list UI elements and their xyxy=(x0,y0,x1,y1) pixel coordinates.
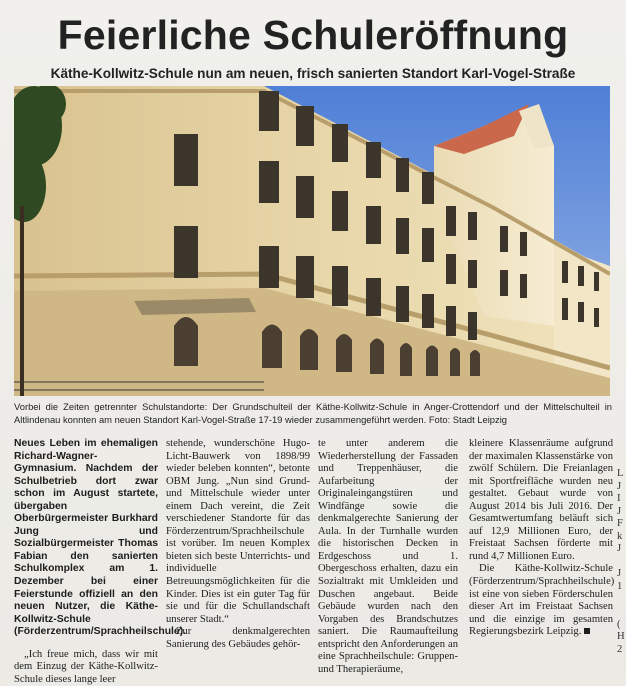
adjacent-article-edge: L J I J F k J J 1 ( H 2 xyxy=(617,468,625,655)
column-3-paragraph-1: te unter anderem die Wiederherstellung der Fassaden und Treppenhäuser, die Aufarbeitung der Originaleingangstüren und Windfänge sowie die denkmalgerechte Sanierung der Aula. In der Turnhalle wurden die historischen Decken in Erdgeschoss und 1. Obergeschoss erhalten, dazu ein Sozialtrakt mit Umkleiden und Duschen angebaut. Beide Gebäude wurden nach den Vorgaben des Brandschutzes saniert. Die Raumaufteilung entspricht den Anforderungen an eine Sprachheilschule: Gruppen- und Therapieräume, xyxy=(318,438,458,675)
end-of-article-mark xyxy=(584,628,590,634)
column-4-paragraph-2-text: Die Käthe-Kollwitz-Schule (Förderzentrum/Sprachheilschule) ist eine von sieben Förderschulen dieser Art im Freistaat Sachsen und die einzige im gesamten Regierungsbezirk Leipzig. xyxy=(469,563,615,638)
photo-caption: Vorbei die Zeiten getrennter Schulstandorte: Der Grundschulteil der Käthe-Kollwitz-Schule in Anger-Crottendorf und der Mittelschulteil in Altlindenau konnten am neuen Standort Karl-Vogel-Straße 17-19 wieder zusammengeführt werden. Foto: Stadt Leipzig xyxy=(14,401,612,425)
column-4-paragraph-2 xyxy=(469,563,613,638)
article-column-4 xyxy=(469,438,613,639)
column-2-paragraph-1: stehende, wunderschöne Hugo-Licht-Bauwerk von 1898/99 wieder beleben konnten“, betonte OBM Jung. „Nun sind Grund- und Mittelschule wieder unter einem Dach vereint, die Zeit verschiedener Standorte für das Förderzentrum/Sprachheilschule ist vorüber. Im neuen Komplex bieten sich beste Unterrichts- und individuelle Betreuungsmöglichkeiten für die Kinder. Dies ist ein guter Tag für sie und für die Schullandschaft unserer Stadt.“ xyxy=(166,438,310,625)
article-column-2 xyxy=(166,438,310,651)
article-column-3 xyxy=(318,438,458,676)
column-4-paragraph-1: kleinere Klassenräume aufgrund der maximalen Klassenstärke von zwölf Schülern. Die Freianlagen mit Sportfreifläche wurden neu gestaltet. Gebaut wurde von August 2014 bis Juli 2016. Der Gesamtwertumfang beläuft sich auf 12,9 Millionen Euro, der Freistaat Sachsen förderte mit rund 4,7 Millionen Euro. xyxy=(469,438,613,562)
quote-paragraph: „Ich freue mich, dass wir mit dem Einzug der Käthe-Kollwitz-Schule dieses lange leer xyxy=(14,648,158,685)
school-building-photo xyxy=(14,86,610,396)
school-building-illustration xyxy=(14,86,610,396)
article-column-1 xyxy=(14,438,187,686)
subheadline: Käthe-Kollwitz-Schule nun am neuen, frisch sanierten Standort Karl-Vogel-Straße xyxy=(50,66,576,81)
column-2-paragraph-2: Zur denkmalgerechten Sanierung des Gebäudes gehör- xyxy=(166,626,310,650)
headline: Feierliche Schuleröffnung xyxy=(57,12,569,58)
paragraph-gap xyxy=(14,639,158,649)
lead-paragraph: Neues Leben im ehemaligen Richard-Wagner-Gymnasium. Nachdem der Schulbetrieb dort zwar schon im August startete, übergaben Oberbürgermeister Burkhard Jung und Sozialbürgermeister Thomas Fabian den sanierten Schulkomplex am 1. Dezember bei einer Feierstunde offiziell an den neuen Nutzer, die Käthe-Kollwitz-Schule (Förderzentrum/Sprachheilschule). xyxy=(14,438,187,638)
